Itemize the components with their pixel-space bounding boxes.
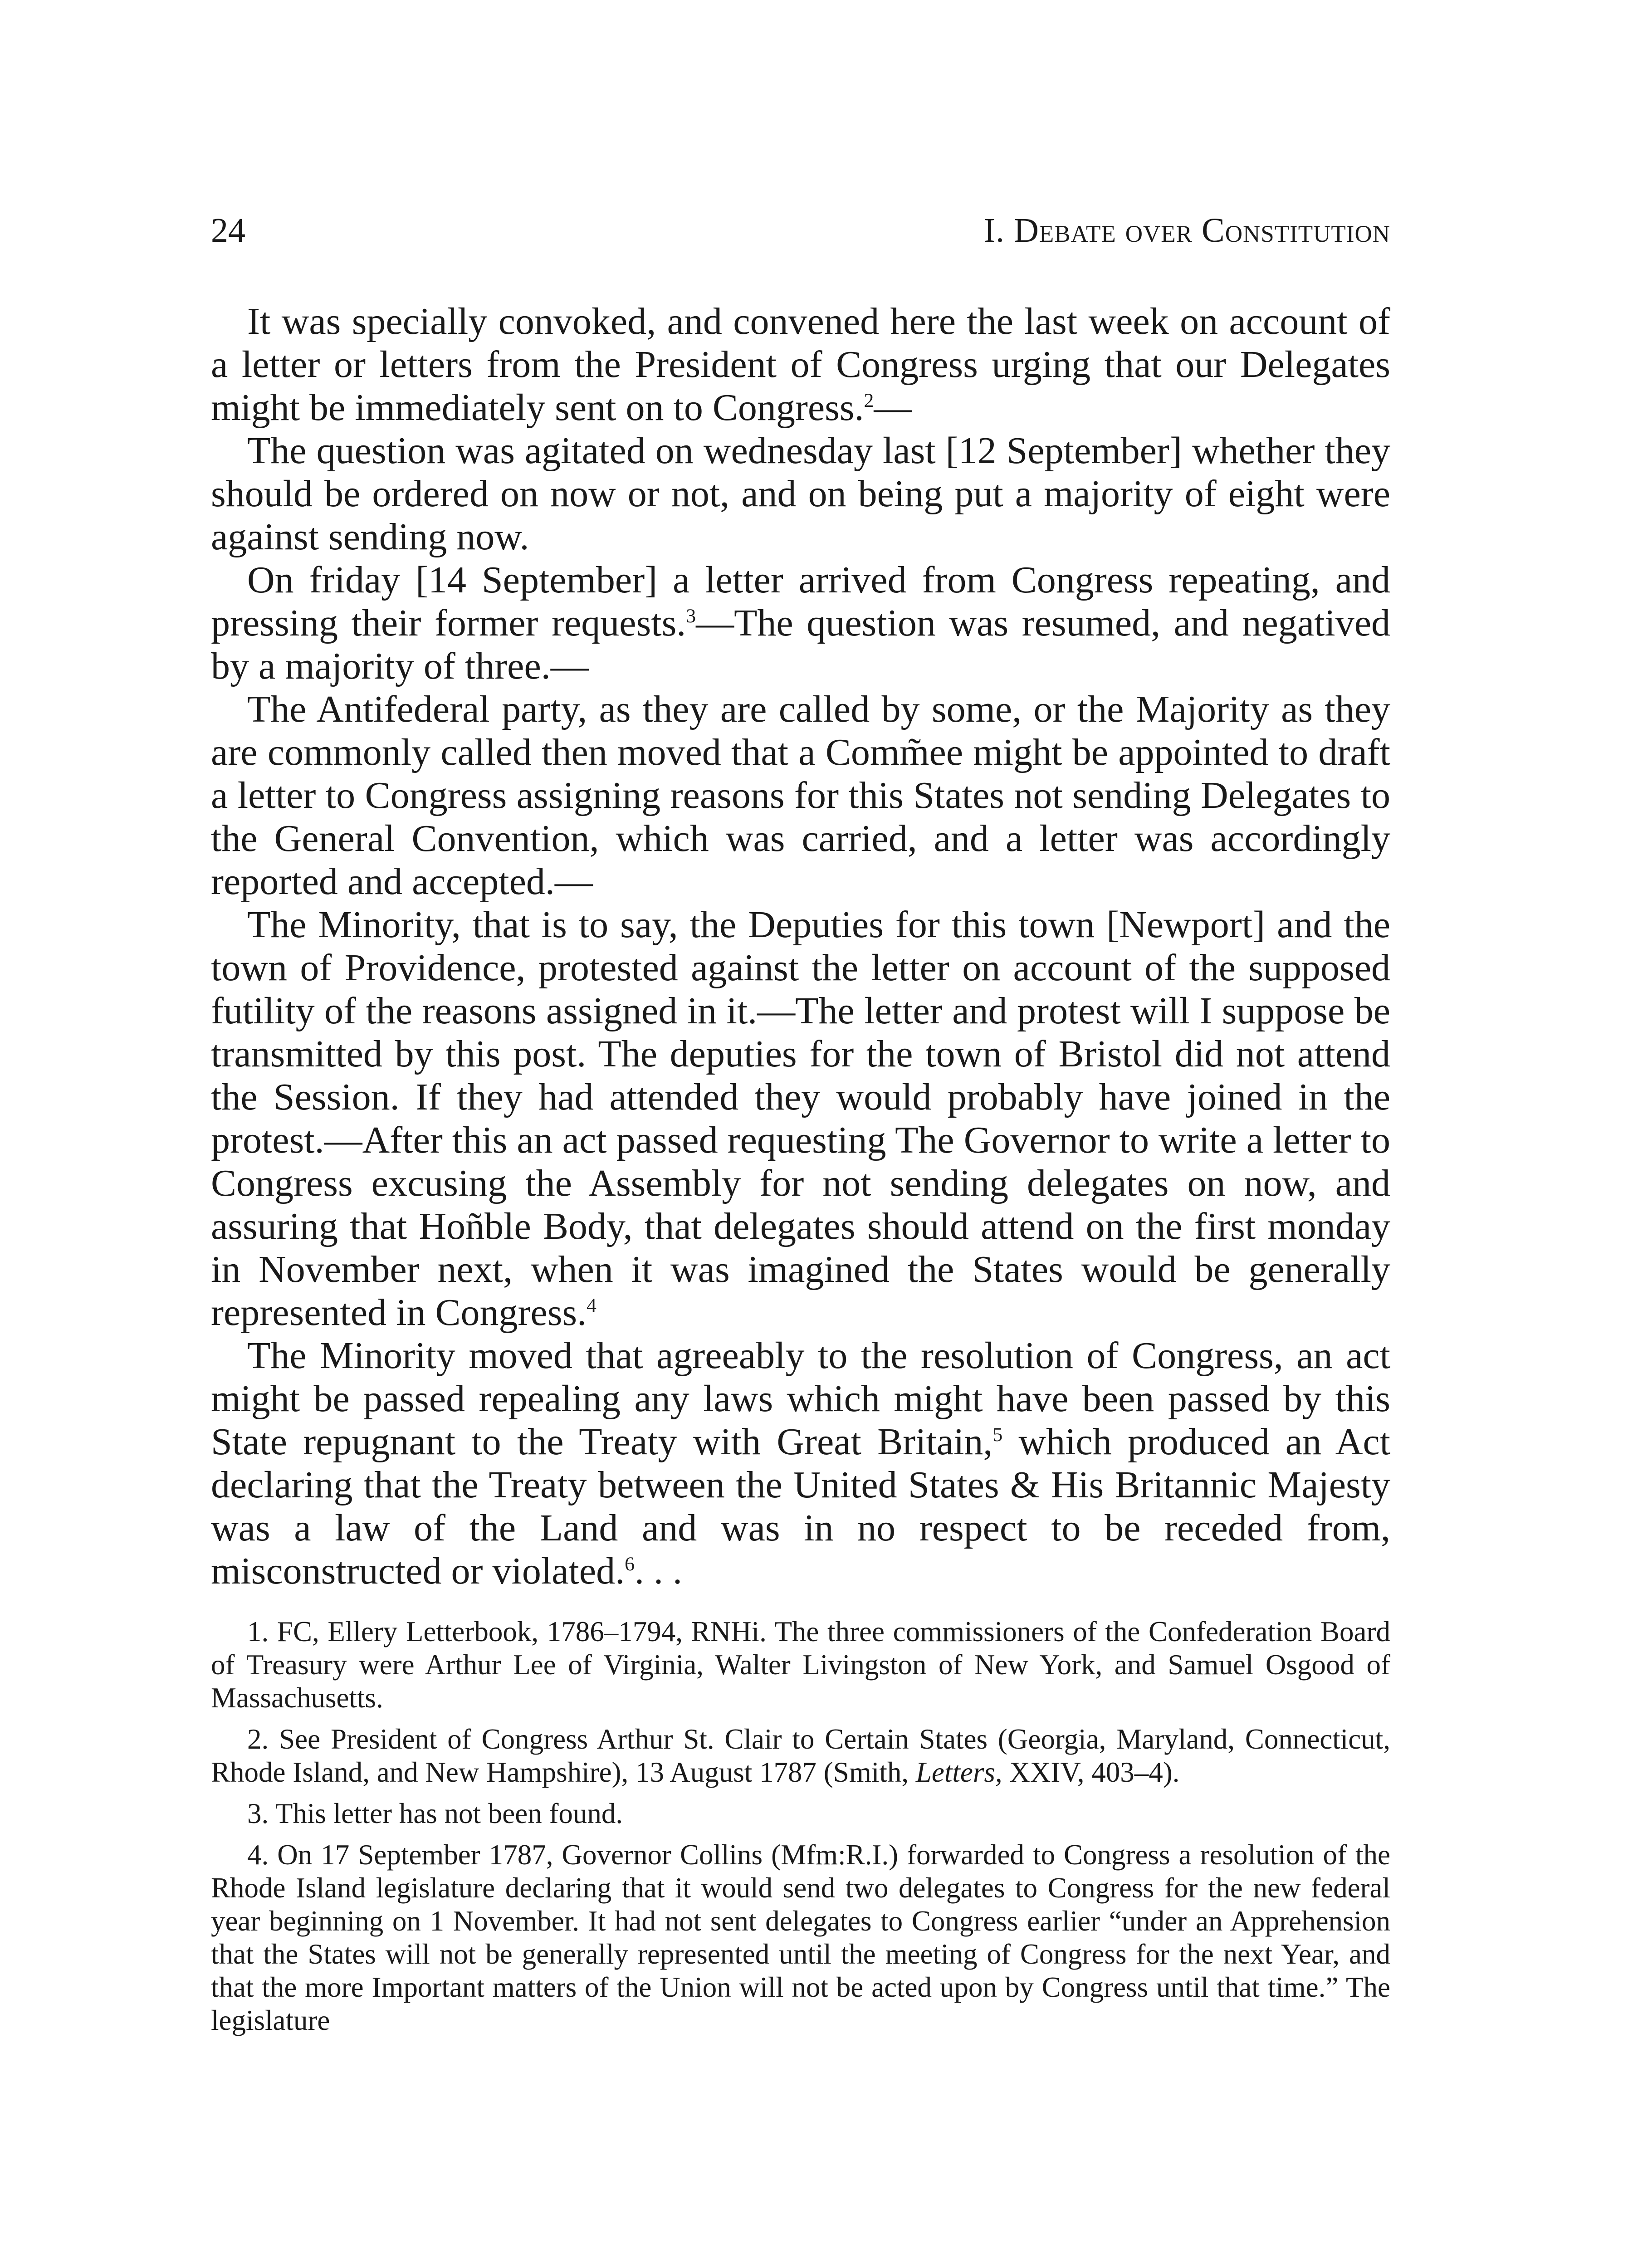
footnote: 1. FC, Ellery Letterbook, 1786–1794, RNHi. The three commissioners of the Confederation Board of Treasury were Arthur Lee of Virginia, Walter Livingston of New York, and Samuel Osgood of Massachusetts. <box>211 1616 1390 1714</box>
footnote-ref: 6 <box>625 1553 635 1575</box>
paragraph-text: It was specially convoked, and convened here the last week on account of a letter or letters from the President of Congress urging that our Delegates might be immediately sent on to Congress. <box>211 300 1390 429</box>
section-title: I. Debate over Constitution <box>983 211 1390 249</box>
body-paragraph <box>211 688 1390 903</box>
footnote: 3. This letter has not been found. <box>247 1798 623 1829</box>
running-head <box>211 213 1390 248</box>
paragraph-text: The question was agitated on wednesday last [12 September] whether they should be ordered on now or not, and on being put a majority of eight were against sending now. <box>211 430 1390 558</box>
footnote-ref: 5 <box>993 1424 1003 1446</box>
letter-body <box>211 300 1390 1593</box>
footnote-ref: 3 <box>686 605 696 627</box>
paragraph-text: . . . <box>634 1550 682 1592</box>
body-paragraph <box>211 558 1390 688</box>
footnote-ref: 4 <box>587 1295 596 1316</box>
body-paragraph <box>211 1334 1390 1593</box>
page-number: 24 <box>211 211 245 249</box>
footnote <box>211 1723 1390 1789</box>
body-paragraph <box>211 429 1390 558</box>
body-paragraph <box>211 903 1390 1334</box>
paragraph-text: — <box>874 386 912 429</box>
document-page <box>211 213 1390 2045</box>
paragraph-text: —The question was resumed, and negatived by a majority of three.— <box>211 602 1390 687</box>
paragraph-text: The Minority, that is to say, the Deputies for this town [Newport] and the town of Providence, protested against the letter on account of the supposed futility of the reasons assigned in it.—The letter and protest will I suppose be transmitted by this post. The deputies for the town of Bristol did not attend the Session. If they had attended they would probably have joined in the protest.—After this an act passed requesting The Governor to write a letter to Congress excusing the Assembly for not sending delegates on now, and assuring that Hoñble Body, that delegates should attend on the first monday in November next, when it was imagined the States would be generally represented in Congress. <box>211 904 1390 1334</box>
paragraph-text: The Antifederal party, as they are called by some, or the Majority as they are commonly called then moved that a Comm̃ee might be appointed to draft a letter to Congress assigning reasons for this States not sending Delegates to the General Convention, which was carried, and a letter was accordingly reported and accepted.— <box>211 688 1390 903</box>
body-paragraph <box>211 300 1390 429</box>
paragraph-text: which produced an Act declaring that the Treaty between the United States & His Britannic Majesty was a law of the Land and was in no respect to be receded from, misconstructed or violated. <box>211 1421 1390 1592</box>
footnotes <box>211 1615 1390 2037</box>
footnote: 4. On 17 September 1787, Governor Collins (Mfm:R.I.) forwarded to Congress a resolution of the Rhode Island legislature declaring that it would send two delegates to Congress for the new federal year beginning on 1 November. It had not sent delegates to Congress earlier “under an Apprehension that the States will not be generally represented until the meeting of Congress for the next Year, and that the more Important matters of the Union will not be acted upon by Congress until that time.” The legislature <box>211 1839 1390 2036</box>
paragraph-text: The Minority moved that agreeably to the resolution of Congress, an act might be passed repealing any laws which might have been passed by this State repugnant to the Treaty with Great Britain, <box>211 1334 1390 1463</box>
footnote-text: 2. See President of Congress Arthur St. Clair to Certain States (Georgia, Maryland, Connecticut, Rhode Island, and New Hampshire), 13 August 1787 (Smith, <box>211 1723 1390 1788</box>
paragraph-text: On friday [14 September] a letter arrived from Congress repeating, and pressing their former requests. <box>211 559 1390 644</box>
footnote-text: XXIV, 403–4). <box>1002 1756 1180 1788</box>
footnote-ref: 2 <box>864 390 874 411</box>
footnote-italic: Letters, <box>915 1756 1002 1788</box>
